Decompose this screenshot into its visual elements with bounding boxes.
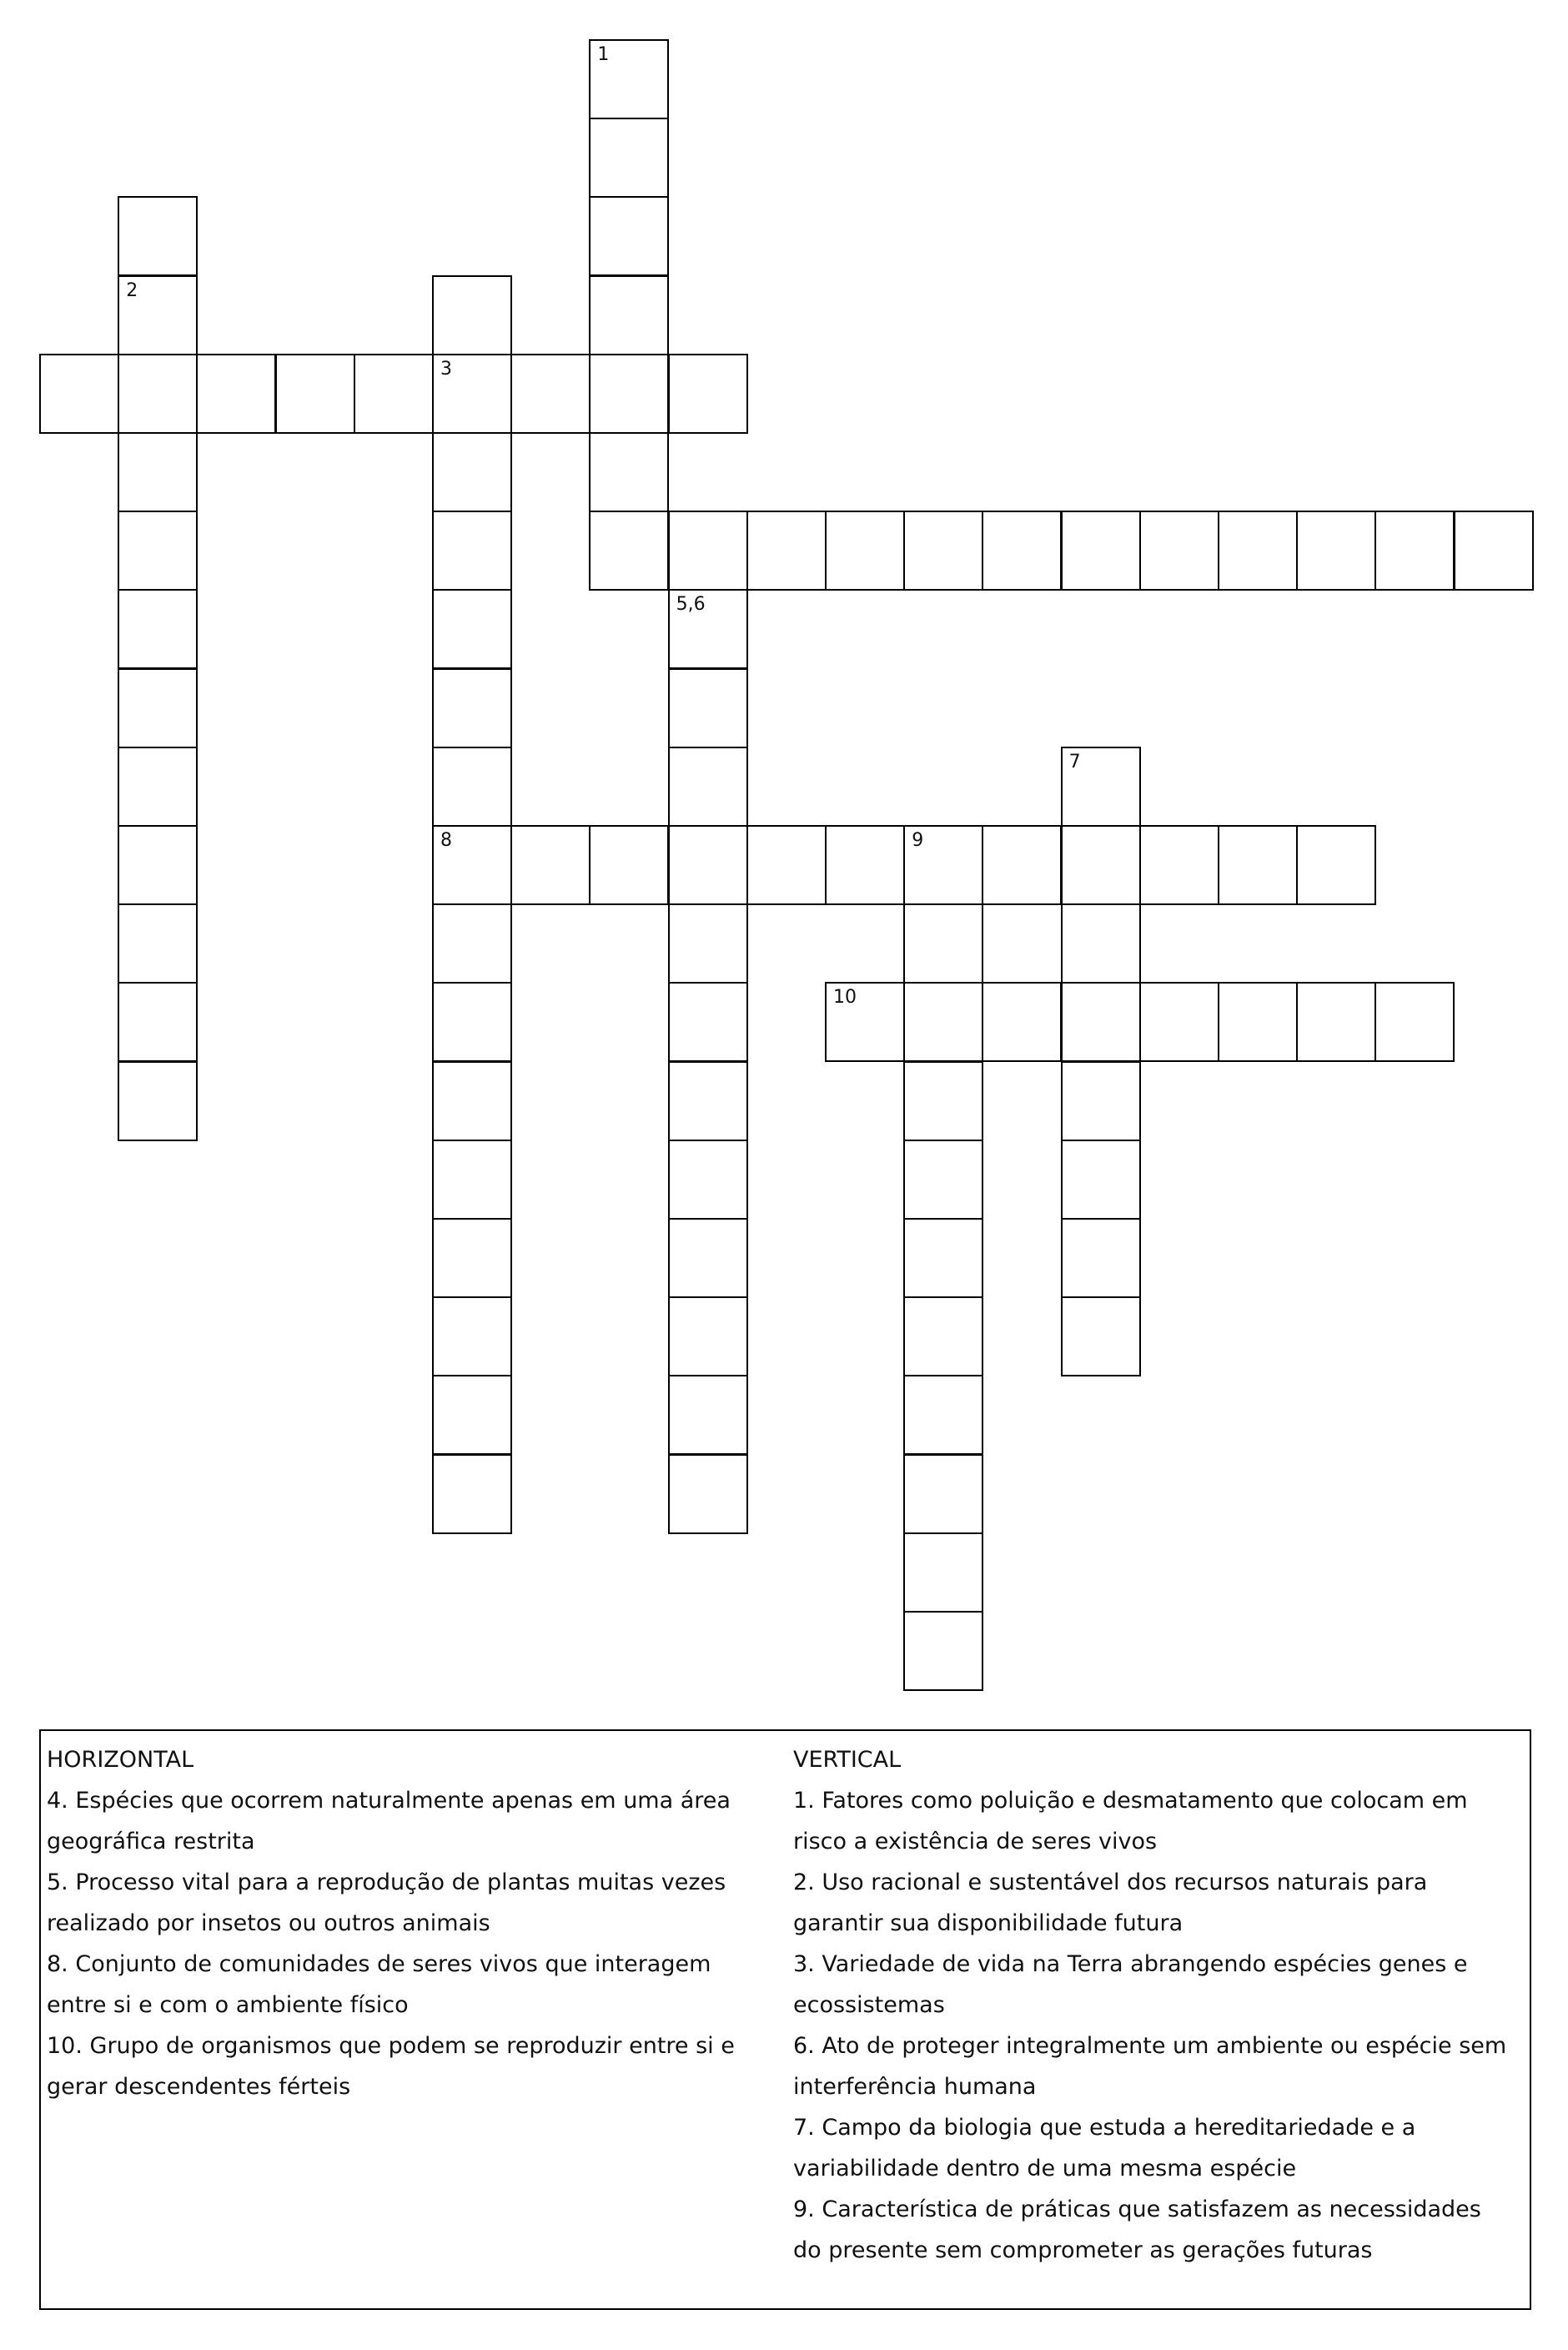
grid-cell[interactable] bbox=[668, 1061, 748, 1141]
grid-cell[interactable] bbox=[668, 903, 748, 984]
grid-cell[interactable] bbox=[1218, 825, 1298, 905]
clue-number: 9 bbox=[912, 830, 924, 851]
grid-cell[interactable] bbox=[903, 982, 983, 1062]
grid-cell[interactable] bbox=[982, 511, 1062, 591]
grid-cell[interactable] bbox=[118, 668, 198, 748]
grid-cell[interactable] bbox=[432, 354, 512, 434]
grid-cell[interactable] bbox=[903, 1375, 983, 1455]
grid-cell[interactable] bbox=[1375, 982, 1455, 1062]
horizontal-clues bbox=[47, 1739, 764, 2107]
grid-cell[interactable] bbox=[1061, 747, 1141, 827]
grid-cell[interactable] bbox=[1296, 982, 1376, 1062]
grid-cell[interactable] bbox=[432, 511, 512, 591]
grid-cell[interactable] bbox=[1061, 1296, 1141, 1376]
clue-v-3: 3. Variedade de vida na Terra abrangendo espécies genes e ecossistemas bbox=[793, 1951, 1468, 2018]
grid-cell[interactable] bbox=[1375, 511, 1455, 591]
grid-cell[interactable] bbox=[668, 825, 748, 905]
grid-cell[interactable] bbox=[903, 903, 983, 984]
grid-cell[interactable] bbox=[746, 825, 827, 905]
grid-cell[interactable] bbox=[668, 354, 748, 434]
grid-cell[interactable] bbox=[903, 1611, 983, 1691]
grid-cell[interactable] bbox=[825, 825, 905, 905]
grid-cell[interactable] bbox=[196, 354, 276, 434]
clue-number: 8 bbox=[440, 830, 452, 851]
grid-cell[interactable] bbox=[1139, 825, 1219, 905]
grid-cell[interactable] bbox=[1061, 825, 1141, 905]
grid-cell[interactable] bbox=[1139, 982, 1219, 1062]
horizontal-heading: HORIZONTAL bbox=[47, 1747, 194, 1773]
grid-cell[interactable] bbox=[589, 39, 669, 119]
grid-cell[interactable] bbox=[903, 825, 983, 905]
grid-cell[interactable] bbox=[903, 1140, 983, 1220]
grid-cell[interactable] bbox=[589, 118, 669, 198]
grid-cell[interactable] bbox=[668, 1140, 748, 1220]
grid-cell[interactable] bbox=[432, 1296, 512, 1376]
clue-number: 5,6 bbox=[676, 594, 706, 616]
clue-number: 3 bbox=[440, 358, 452, 380]
grid-cell[interactable] bbox=[825, 982, 905, 1062]
grid-cell[interactable] bbox=[39, 354, 119, 434]
grid-cell[interactable] bbox=[903, 1454, 983, 1534]
grid-cell[interactable] bbox=[432, 1375, 512, 1455]
grid-cell[interactable] bbox=[903, 511, 983, 591]
grid-cell[interactable] bbox=[1061, 1218, 1141, 1298]
clue-number: 1 bbox=[597, 44, 610, 65]
grid-cell[interactable] bbox=[432, 903, 512, 984]
grid-cell[interactable] bbox=[118, 747, 198, 827]
grid-cell[interactable] bbox=[432, 1061, 512, 1141]
grid-cell[interactable] bbox=[589, 511, 669, 591]
grid-cell[interactable] bbox=[1061, 982, 1141, 1062]
grid-cell[interactable] bbox=[354, 354, 434, 434]
clue-h-10: 10. Grupo de organismos que podem se reproduzir entre si e gerar descendentes férteis bbox=[47, 2033, 735, 2100]
vertical-heading: VERTICAL bbox=[793, 1747, 902, 1773]
grid-cell[interactable] bbox=[746, 511, 827, 591]
grid-cell[interactable] bbox=[1139, 511, 1219, 591]
grid-cell[interactable] bbox=[118, 511, 198, 591]
grid-cell[interactable] bbox=[1061, 1140, 1141, 1220]
grid-cell[interactable] bbox=[668, 1454, 748, 1534]
grid-cell[interactable] bbox=[668, 511, 748, 591]
grid-cell[interactable] bbox=[118, 275, 198, 355]
clue-v-7: 7. Campo da biologia que estuda a hereditariedade e a variabilidade dentro de uma mesma espécie bbox=[793, 2115, 1416, 2181]
clue-v-9: 9. Característica de práticas que satisfazem as necessidades do presente sem comprometer as gerações futuras bbox=[793, 2197, 1481, 2263]
grid-cell[interactable] bbox=[668, 668, 748, 748]
grid-cell[interactable] bbox=[118, 903, 198, 984]
grid-cell[interactable] bbox=[589, 275, 669, 355]
grid-cell[interactable] bbox=[982, 982, 1062, 1062]
grid-cell[interactable] bbox=[1061, 511, 1141, 591]
grid-cell[interactable] bbox=[118, 589, 198, 669]
grid-cell[interactable] bbox=[982, 825, 1062, 905]
grid-cell[interactable] bbox=[1061, 1061, 1141, 1141]
grid-cell[interactable] bbox=[432, 668, 512, 748]
grid-cell[interactable] bbox=[118, 825, 198, 905]
grid-cell[interactable] bbox=[1218, 982, 1298, 1062]
grid-cell[interactable] bbox=[510, 354, 591, 434]
grid-cell[interactable] bbox=[432, 1454, 512, 1534]
grid-cell[interactable] bbox=[903, 1532, 983, 1613]
grid-cell[interactable] bbox=[668, 1218, 748, 1298]
clue-v-1: 1. Fatores como poluição e desmatamento que colocam em risco a existência de seres vivos bbox=[793, 1788, 1468, 1854]
grid-cell[interactable] bbox=[589, 354, 669, 434]
grid-cell[interactable] bbox=[825, 511, 905, 591]
clue-number: 7 bbox=[1068, 751, 1081, 772]
grid-cell[interactable] bbox=[432, 432, 512, 512]
grid-cell[interactable] bbox=[118, 1061, 198, 1141]
grid-cell[interactable] bbox=[432, 1140, 512, 1220]
clue-h-5: 5. Processo vital para a reprodução de plantas muitas vezes realizado por insetos ou outros animais bbox=[47, 1869, 726, 1936]
grid-cell[interactable] bbox=[668, 1296, 748, 1376]
grid-cell[interactable] bbox=[432, 589, 512, 669]
grid-cell[interactable] bbox=[1061, 903, 1141, 984]
clues-box bbox=[39, 1729, 1531, 2310]
clue-number: 2 bbox=[126, 279, 138, 301]
grid-cell[interactable] bbox=[118, 432, 198, 512]
grid-cell[interactable] bbox=[903, 1061, 983, 1141]
clue-v-2: 2. Uso racional e sustentável dos recursos naturais para garantir sua disponibilidade futura bbox=[793, 1869, 1428, 1936]
grid-cell[interactable] bbox=[903, 1296, 983, 1376]
vertical-clues bbox=[793, 1739, 1510, 2271]
grid-cell[interactable] bbox=[1296, 825, 1376, 905]
grid-cell[interactable] bbox=[118, 982, 198, 1062]
grid-cell[interactable] bbox=[1296, 511, 1376, 591]
grid-cell[interactable] bbox=[1454, 511, 1534, 591]
grid-cell[interactable] bbox=[589, 825, 669, 905]
grid-cell[interactable] bbox=[432, 1218, 512, 1298]
grid-cell[interactable] bbox=[668, 589, 748, 669]
grid-cell[interactable] bbox=[432, 747, 512, 827]
grid-cell[interactable] bbox=[118, 196, 198, 276]
grid-cell[interactable] bbox=[1218, 511, 1298, 591]
grid-cell[interactable] bbox=[668, 982, 748, 1062]
grid-cell[interactable] bbox=[510, 825, 591, 905]
clue-h-8: 8. Conjunto de comunidades de seres vivos que interagem entre si e com o ambiente físico bbox=[47, 1951, 711, 2018]
grid-cell[interactable] bbox=[432, 982, 512, 1062]
grid-cell[interactable] bbox=[432, 825, 512, 905]
grid-cell[interactable] bbox=[668, 1375, 748, 1455]
grid-cell[interactable] bbox=[668, 747, 748, 827]
grid-cell[interactable] bbox=[432, 275, 512, 355]
grid-cell[interactable] bbox=[903, 1218, 983, 1298]
grid-cell[interactable] bbox=[118, 354, 198, 434]
grid-cell[interactable] bbox=[275, 354, 355, 434]
grid-cell[interactable] bbox=[589, 196, 669, 276]
grid-cell[interactable] bbox=[589, 432, 669, 512]
clue-h-4: 4. Espécies que ocorrem naturalmente apenas em uma área geográfica restrita bbox=[47, 1788, 731, 1854]
clue-v-6: 6. Ato de proteger integralmente um ambiente ou espécie sem interferência humana bbox=[793, 2033, 1507, 2100]
clue-number: 10 bbox=[833, 987, 857, 1009]
